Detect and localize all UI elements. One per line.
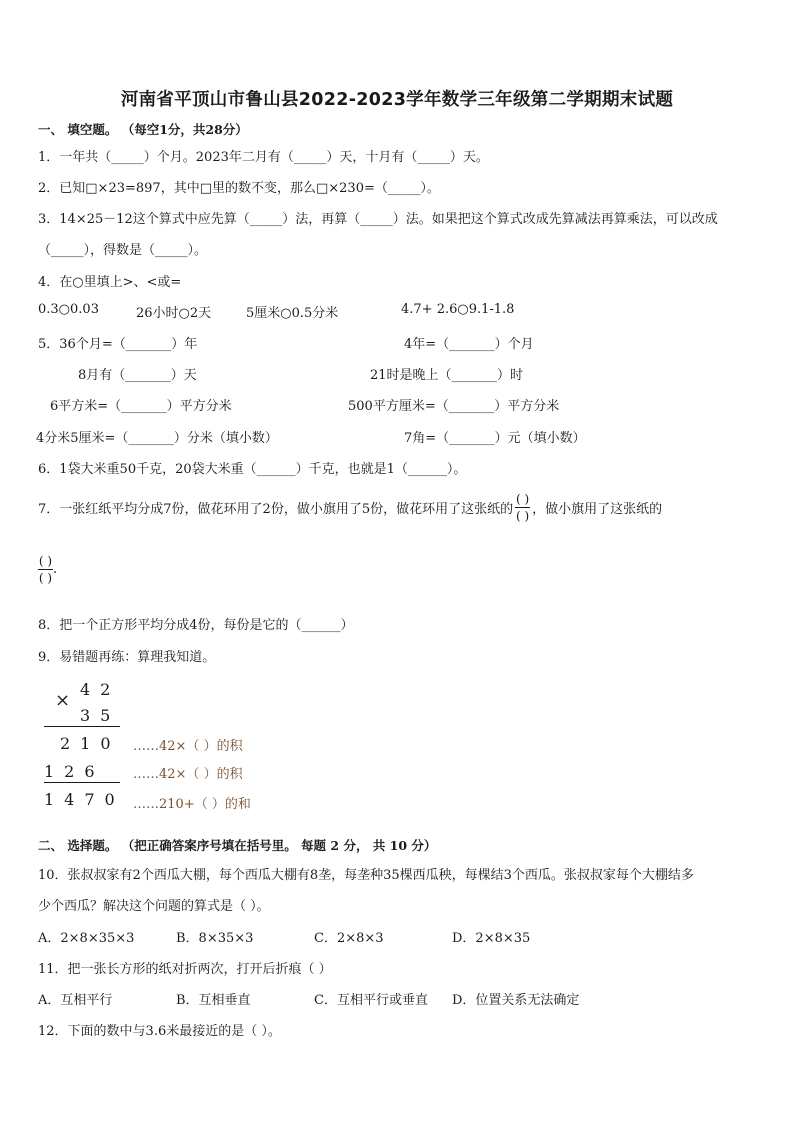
question-5-cell: 7角=（_______）元（填小数） [404, 431, 586, 446]
question-8: 8．把一个正方形平均分成4份，每份是它的（______） [38, 618, 354, 633]
fraction-blank [515, 492, 530, 523]
question-3-line-2: （_____），得数是（_____）。 [38, 243, 208, 258]
note-1: ……42×（ ）的积 [133, 739, 243, 754]
question-12: 12．下面的数中与3.6米最接近的是（ ）。 [38, 1024, 281, 1039]
option: A．互相平行 [38, 993, 113, 1008]
question-5-cell: 5．36个月=（_______）年 [38, 337, 198, 352]
option: C．2×8×3 [314, 931, 384, 946]
product-line [44, 726, 120, 727]
option: D．2×8×35 [452, 931, 531, 946]
question-11: 11．把一张长方形的纸对折两次，打开后折痕（ ） [38, 962, 332, 977]
fraction-numerator: ( ) [516, 492, 530, 506]
question-5-cell: 6平方米=（_______）平方分米 [50, 399, 232, 414]
question-5-cell: 21时是晚上（_______）时 [370, 368, 524, 383]
question-7-text-a: 7．一张红纸平均分成7份，做花环用了2份，做小旗用了5份，做花环用了这张纸的 [38, 502, 514, 517]
option: B．互相垂直 [176, 993, 251, 1008]
option: B．8×35×3 [176, 931, 254, 946]
times-sign: × [55, 690, 71, 711]
fraction-blank [38, 554, 53, 585]
question-7-text-b: ，做小旗用了这张纸的 [532, 502, 663, 517]
question-4-item: 0.3○0.03 [38, 302, 99, 317]
question-10-line-2: 少个西瓜？解决这个问题的算式是（ ）。 [38, 899, 270, 914]
multiplicand: 42 [80, 680, 121, 699]
question-5-cell: 4年=（_______）个月 [404, 337, 534, 352]
fraction-numerator: ( ) [38, 554, 53, 568]
question-2: 2．已知□×23=897，其中□里的数不变，那么□×230=（_____）。 [38, 181, 440, 196]
sum-line [44, 782, 120, 783]
section-1-heading: 一、 填空题。 （每空1分，共28分） [38, 122, 248, 137]
question-4-stem: 4．在○里填上>、<或= [38, 275, 182, 290]
section-2-heading: 二、 选择题。 （把正确答案序号填在括号里。 每题 2 分， 共 10 分） [38, 838, 437, 853]
multiplier: 35 [80, 706, 121, 725]
partial-product-1: 210 [60, 734, 121, 753]
option: D．位置关系无法确定 [452, 993, 580, 1008]
question-1: 1．一年共（_____）个月。2023年二月有（_____）天，十月有（_____）天。 [38, 150, 489, 165]
question-10-line-1: 10．张叔叔家有2个西瓜大棚，每个西瓜大棚有8垄，每垄种35棵西瓜秧，每棵结3个西瓜。张叔叔家每个大棚结多 [38, 868, 694, 883]
partial-product-2: 126 [44, 762, 105, 781]
question-9-stem: 9．易错题再练：算理我知道。 [38, 650, 216, 665]
question-5-cell: 4分米5厘米=（_______）分米（填小数） [36, 431, 278, 446]
question-4-item: 5厘米○0.5分米 [246, 306, 339, 321]
question-6: 6．1袋大米重50千克，20袋大米重（______）千克，也就是1（______）。 [38, 462, 467, 477]
option: A．2×8×35×3 [38, 931, 135, 946]
note-3: ……210+（ ）的和 [133, 797, 251, 812]
option: C．互相平行或垂直 [314, 993, 428, 1008]
question-7 [38, 492, 662, 523]
note-2: ……42×（ ）的积 [133, 767, 243, 782]
question-7-end: . [53, 562, 58, 577]
fraction-denominator: ( ) [38, 571, 53, 585]
total-product: 1470 [44, 790, 125, 809]
question-7-continuation [38, 554, 57, 585]
fraction-denominator: ( ) [516, 509, 530, 523]
question-4-item: 4.7+ 2.6○9.1-1.8 [401, 302, 515, 317]
question-5-cell: 8月有（_______）天 [78, 368, 197, 383]
question-5-cell: 500平方厘米=（_______）平方分米 [348, 399, 560, 414]
question-4-item: 26小时○2天 [136, 306, 212, 321]
page-title: 河南省平顶山市鲁山县2022-2023学年数学三年级第二学期期末试题 [120, 90, 674, 110]
question-3-line-1: 3．14×25－12这个算式中应先算（_____）法，再算（_____）法。如果把这个算式改成先算减法再算乘法，可以改成 [38, 212, 718, 227]
